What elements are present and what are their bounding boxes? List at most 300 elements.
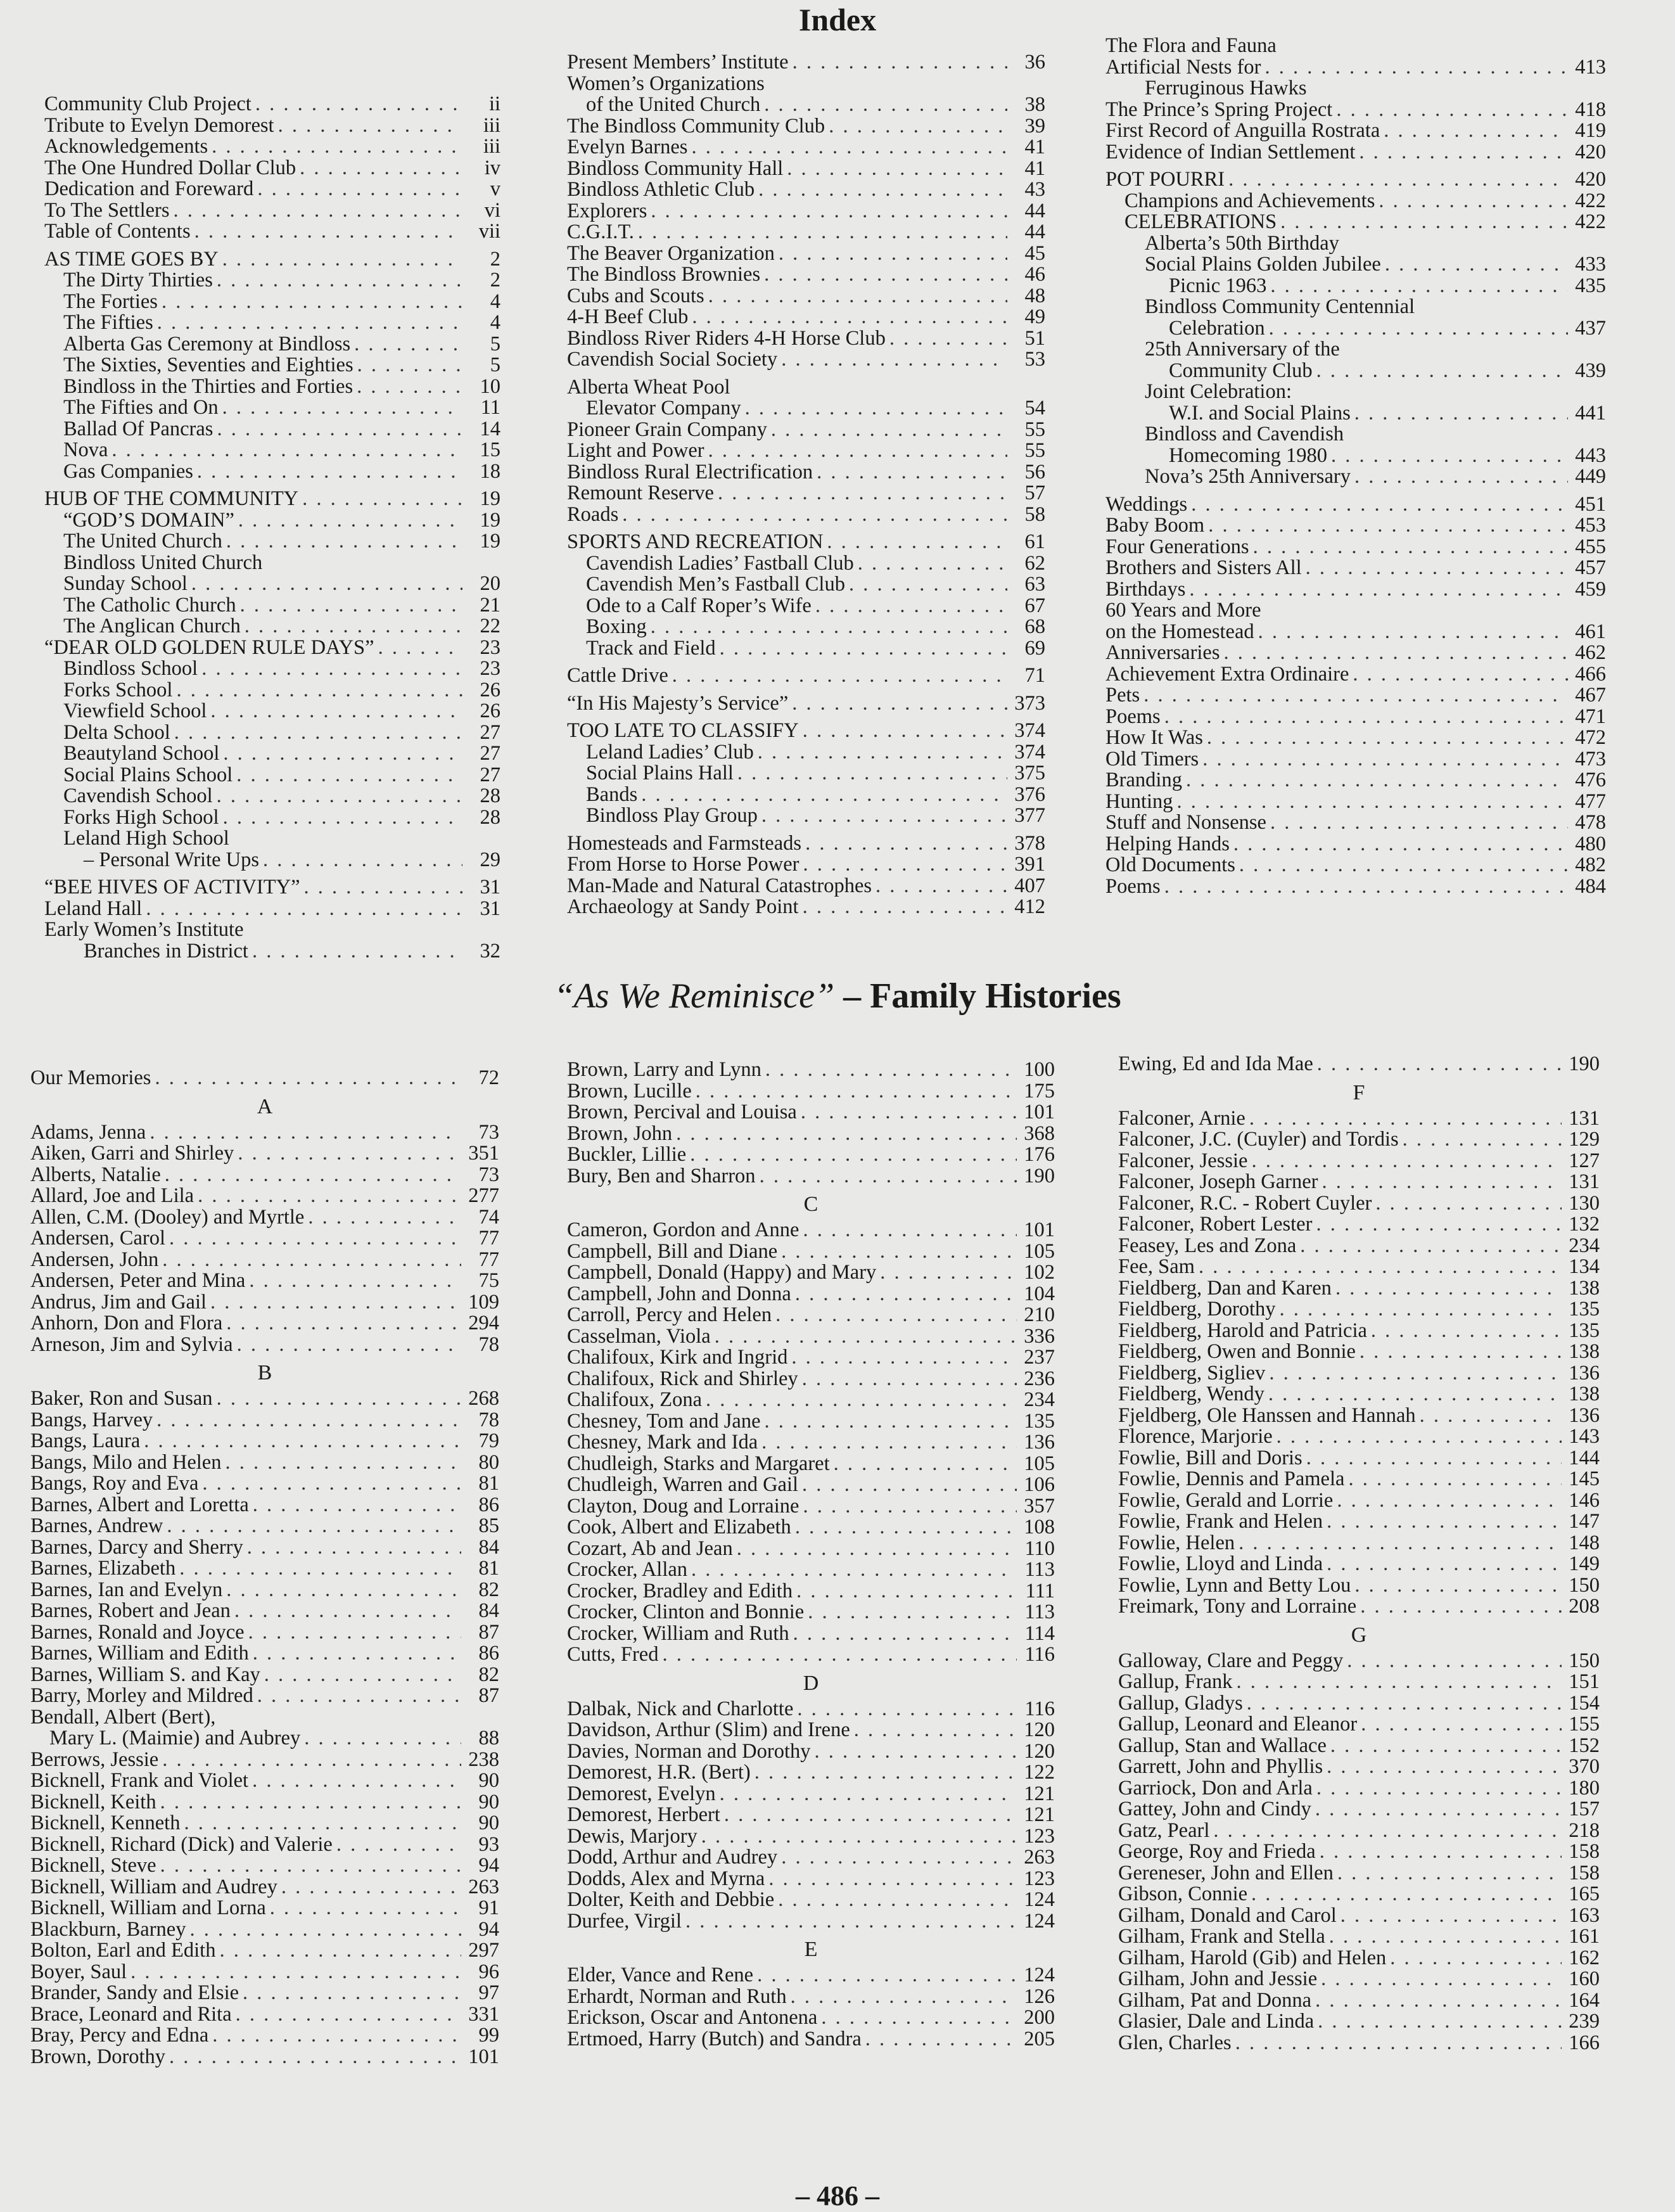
entry-page-number: 19	[480, 487, 500, 510]
index-entry	[30, 1601, 499, 1622]
entry-label: Bicknell, Frank and Violet	[30, 1769, 249, 1792]
dot-leader	[1354, 466, 1568, 488]
entry-label: From Horse to Horse Power	[567, 853, 799, 876]
entry-page-number: 82	[478, 1663, 499, 1686]
entry-label: Gallup, Frank	[1118, 1670, 1233, 1693]
index-entry	[30, 1410, 499, 1431]
entry-label: Carroll, Percy and Helen	[567, 1303, 772, 1326]
dot-leader	[758, 742, 1007, 764]
dot-leader	[672, 665, 1007, 687]
dot-leader	[212, 2025, 461, 2047]
entry-label: Birthdays	[1105, 577, 1186, 601]
index-entry	[567, 1869, 1055, 1890]
index-entry	[1105, 339, 1606, 361]
entry-page-number: 63	[1024, 573, 1045, 596]
dot-leader	[745, 398, 1007, 419]
entry-page-number: 132	[1569, 1213, 1600, 1236]
entry-page-number: 29	[480, 848, 500, 871]
entry-page-number: 477	[1575, 790, 1606, 813]
dot-leader	[765, 1411, 1017, 1433]
entry-label: Social Plains Golden Jubilee	[1145, 253, 1381, 276]
dot-leader	[252, 1770, 461, 1792]
entry-label: Fowlie, Frank and Helen	[1118, 1510, 1323, 1533]
index-entry	[44, 115, 500, 137]
entry-label: Garrett, John and Phyllis	[1118, 1755, 1323, 1778]
entry-label: Garriock, Don and Arla	[1118, 1776, 1313, 1800]
entry-label: Gallup, Leonard and Eleanor	[1118, 1713, 1358, 1736]
dot-leader	[1336, 99, 1568, 121]
entry-label: Ewing, Ed and Ida Mae	[1118, 1052, 1313, 1075]
entry-label: Barnes, Robert and Jean	[30, 1599, 231, 1622]
entry-label: Bindloss in the Thirties and Forties	[63, 374, 353, 398]
entry-page-number: 476	[1575, 769, 1606, 791]
entry-label: Falconer, Arnie	[1118, 1106, 1245, 1130]
entry-label: of the United Church	[586, 93, 761, 116]
entry-label: The Forties	[63, 290, 158, 313]
index-entry	[44, 680, 500, 701]
entry-page-number: 22	[480, 615, 500, 637]
dot-leader	[219, 1940, 461, 1962]
dot-leader	[865, 2029, 1017, 2050]
entry-label: The Prince’s Spring Project	[1105, 98, 1333, 121]
dot-leader	[264, 1665, 461, 1686]
dot-leader	[1331, 445, 1568, 467]
dot-leader	[1320, 1841, 1562, 1863]
entry-label: Nova	[63, 438, 108, 461]
entry-page-number: 90	[478, 1790, 499, 1813]
entry-page-number: 73	[478, 1120, 499, 1144]
index-entry	[567, 2007, 1055, 2029]
entry-page-number: 101	[1024, 1101, 1055, 1123]
index-entry	[567, 1965, 1055, 1986]
index-entry	[567, 222, 1045, 243]
family-column-2	[567, 1059, 1055, 2050]
entry-page-number: 2	[490, 269, 500, 291]
dot-leader	[1237, 1672, 1562, 1693]
entry-page-number: 165	[1569, 1883, 1600, 1905]
dot-leader	[174, 722, 462, 744]
dot-leader	[791, 1347, 1017, 1369]
entry-page-number: 55	[1024, 439, 1045, 462]
index-entry	[44, 376, 500, 398]
entry-page-number: 263	[468, 1875, 499, 1898]
index-column-1	[44, 94, 500, 962]
index-entry	[1105, 537, 1606, 558]
dot-leader	[1253, 537, 1568, 558]
entry-label: Brown, Lucille	[567, 1079, 692, 1103]
index-entry	[567, 805, 1045, 827]
index-entry	[567, 1347, 1055, 1369]
entry-page-number: 466	[1575, 662, 1606, 686]
entry-page-number: 101	[468, 2045, 499, 2068]
index-entry	[567, 1102, 1055, 1123]
entry-label: Glasier, Dale and Linda	[1118, 2010, 1315, 2033]
entry-page-number: iii	[483, 135, 500, 158]
dot-leader	[764, 264, 1007, 286]
entry-page-number: 91	[478, 1896, 499, 1919]
dot-leader	[815, 1741, 1017, 1763]
dot-leader	[737, 1538, 1017, 1560]
index-entry	[30, 1580, 499, 1601]
index-entry	[30, 1228, 499, 1250]
dot-leader	[300, 158, 462, 179]
index-entry	[567, 1805, 1055, 1826]
dot-leader	[1327, 1756, 1562, 1778]
entry-label: Social Plains School	[63, 763, 233, 786]
entry-page-number: 208	[1569, 1595, 1600, 1618]
entry-label: Gilham, Frank and Stella	[1118, 1925, 1325, 1948]
entry-page-number: 15	[480, 438, 500, 461]
index-entry	[1118, 1736, 1600, 1757]
dot-leader	[802, 1474, 1017, 1496]
index-entry	[30, 2047, 499, 2068]
entry-label: Falconer, J.C. (Cuyler) and Tordis	[1118, 1128, 1399, 1151]
index-entry	[567, 504, 1045, 526]
index-entry	[44, 510, 500, 532]
entry-label: Feasey, Les and Zona	[1118, 1234, 1297, 1257]
entry-label: The Fifties and On	[63, 396, 219, 419]
entry-page-number: 136	[1569, 1361, 1600, 1384]
section-letter: C	[803, 1192, 818, 1216]
index-entry	[1105, 515, 1606, 537]
entry-label: Chalifoux, Kirk and Ingrid	[567, 1346, 788, 1369]
dot-leader	[210, 1292, 461, 1314]
entry-label: Davies, Norman and Dorothy	[567, 1739, 811, 1763]
entry-page-number: 373	[1014, 691, 1045, 715]
index-entry	[567, 1369, 1055, 1390]
index-entry	[44, 221, 500, 243]
index-entry	[1118, 1554, 1600, 1575]
index-entry	[1105, 791, 1606, 813]
index-entry	[1105, 445, 1606, 467]
entry-label: Boyer, Saul	[30, 1960, 127, 1983]
index-title: Index	[798, 2, 877, 37]
entry-label: George, Roy and Frieda	[1118, 1840, 1316, 1863]
entry-label: The United Church	[63, 530, 222, 553]
entry-page-number: 77	[478, 1248, 499, 1271]
dot-leader	[1360, 1596, 1562, 1618]
index-entry	[1105, 361, 1606, 382]
index-entry	[567, 483, 1045, 504]
index-entry	[30, 1919, 499, 1941]
index-entry	[1118, 1426, 1600, 1448]
entry-page-number: 150	[1569, 1573, 1600, 1597]
entry-label: Evidence of Indian Settlement	[1105, 140, 1356, 163]
entry-label: The Catholic Church	[63, 593, 236, 617]
entry-label: Demorest, Herbert	[567, 1803, 720, 1826]
index-entry	[30, 1292, 499, 1314]
dot-leader	[169, 1228, 461, 1250]
index-entry	[30, 2004, 499, 2026]
dot-leader	[1375, 1193, 1562, 1215]
dot-leader	[880, 1262, 1017, 1284]
entry-page-number: 113	[1024, 1558, 1055, 1581]
dot-leader	[1280, 212, 1568, 233]
index-entry	[567, 1305, 1055, 1326]
entry-page-number: 69	[1024, 636, 1045, 660]
entry-label: Bolton, Earl and Edith	[30, 1939, 216, 1962]
index-entry	[567, 1581, 1055, 1602]
entry-label: “In His Majesty’s Service”	[567, 691, 789, 715]
entry-label: Community Club Project	[44, 93, 252, 115]
dot-leader	[793, 52, 1007, 74]
entry-page-number: 422	[1575, 189, 1606, 212]
index-entry	[567, 1911, 1055, 1933]
dot-leader	[249, 1270, 461, 1292]
entry-page-number: 138	[1569, 1340, 1600, 1363]
index-entry	[567, 201, 1045, 222]
entry-page-number: 18	[480, 459, 500, 483]
index-entry	[44, 701, 500, 722]
entry-label: Gatz, Pearl	[1118, 1819, 1210, 1842]
entry-label: Brown, Percival and Louisa	[567, 1101, 797, 1123]
entry-page-number: 210	[1024, 1303, 1055, 1326]
index-entry	[1105, 233, 1606, 255]
index-entry	[567, 1559, 1055, 1581]
entry-label: Brothers and Sisters All	[1105, 556, 1302, 579]
entry-page-number: 127	[1569, 1149, 1600, 1172]
entry-page-number: 45	[1024, 241, 1045, 265]
index-entry	[30, 1685, 499, 1707]
dot-leader	[779, 243, 1007, 265]
index-entry	[567, 1517, 1055, 1538]
index-entry	[1105, 120, 1606, 142]
index-entry	[30, 1537, 499, 1559]
index-entry	[1105, 685, 1606, 706]
index-entry	[1118, 1490, 1600, 1512]
dot-leader	[718, 483, 1007, 504]
entry-label: To The Settlers	[44, 198, 170, 222]
dot-leader	[795, 1517, 1017, 1538]
dot-leader	[691, 1559, 1017, 1581]
index-entry	[567, 763, 1045, 784]
entry-page-number: 78	[478, 1408, 499, 1431]
index-entry	[1118, 1256, 1600, 1278]
entry-label: Bindloss Athletic Club	[567, 178, 755, 201]
entry-label: Chesney, Mark and Ida	[567, 1431, 758, 1454]
dot-leader	[706, 1390, 1017, 1411]
entry-label: Gilham, Harold (Gib) and Helen	[1118, 1946, 1387, 1969]
index-entry	[30, 1473, 499, 1495]
dot-leader	[1268, 1384, 1562, 1405]
index-entry	[1118, 1151, 1600, 1172]
index-entry	[1118, 1948, 1600, 1969]
dot-leader	[801, 1102, 1017, 1123]
entry-label: Andersen, Carol	[30, 1227, 165, 1250]
entry-label: The Bindloss Brownies	[567, 263, 761, 286]
entry-label: How It Was	[1105, 726, 1203, 749]
entry-page-number: 110	[1024, 1537, 1055, 1560]
entry-label: Cavendish Men’s Fastball Club	[586, 573, 845, 596]
dot-leader	[701, 1826, 1017, 1848]
entry-page-number: 145	[1569, 1467, 1600, 1490]
entry-page-number: 126	[1024, 1985, 1055, 2008]
entry-label: Crocker, Clinton and Bonnie	[567, 1601, 805, 1623]
entry-label: Bendall, Albert (Bert),	[30, 1705, 216, 1729]
entry-page-number: 88	[478, 1727, 499, 1749]
index-entry	[30, 1068, 499, 1089]
index-entry	[44, 637, 500, 659]
entry-label: The Anglican Church	[63, 615, 241, 637]
entry-label: “DEAR OLD GOLDEN RULE DAYS”	[44, 636, 374, 659]
entry-page-number: 151	[1569, 1670, 1600, 1693]
dot-leader	[1224, 643, 1569, 664]
dot-leader	[821, 2007, 1017, 2029]
index-entry	[1105, 191, 1606, 212]
entry-label: Falconer, Joseph Garner	[1118, 1170, 1318, 1193]
index-entry	[30, 1813, 499, 1834]
dot-leader	[191, 573, 462, 595]
entry-label: Andersen, John	[30, 1248, 159, 1271]
entry-label: Tribute to Evelyn Demorest	[44, 113, 274, 137]
dot-leader	[167, 1516, 461, 1537]
entry-label: Early Women’s Institute	[44, 918, 244, 941]
entry-label: Andrus, Jim and Gail	[30, 1290, 207, 1314]
index-entry	[567, 179, 1045, 201]
entry-label: Gattey, John and Cindy	[1118, 1798, 1311, 1820]
index-entry	[567, 158, 1045, 180]
index-entry	[567, 1284, 1055, 1305]
entry-label: Fowlie, Lynn and Betty Lou	[1118, 1573, 1351, 1597]
index-entry	[44, 440, 500, 461]
entry-page-number: 419	[1575, 119, 1606, 142]
entry-page-number: 74	[478, 1205, 499, 1229]
entry-label: Brown, Dorothy	[30, 2045, 166, 2068]
dot-leader	[1177, 791, 1568, 813]
dot-leader	[1318, 2011, 1562, 2033]
entry-page-number: 449	[1575, 465, 1606, 488]
dot-leader	[803, 854, 1007, 876]
index-entry	[1118, 1905, 1600, 1927]
entry-label: Bindloss United Church	[63, 551, 263, 574]
entry-page-number: 23	[480, 657, 500, 680]
entry-label: 4-H Beef Club	[567, 305, 689, 328]
entry-label: Bicknell, Steve	[30, 1854, 156, 1877]
dot-leader	[1384, 120, 1568, 142]
entry-page-number: 238	[468, 1748, 499, 1771]
entry-page-number: 455	[1575, 535, 1606, 558]
index-entry	[567, 1390, 1055, 1411]
dot-leader	[778, 1889, 1017, 1911]
entry-page-number: 28	[480, 784, 500, 807]
index-entry	[567, 398, 1045, 419]
index-entry	[30, 1855, 499, 1877]
dot-leader	[724, 1805, 1017, 1826]
dot-leader	[1300, 1236, 1562, 1257]
dot-leader	[378, 637, 462, 659]
index-entry	[44, 136, 500, 158]
entry-label: Old Documents	[1105, 853, 1235, 876]
dot-leader	[781, 349, 1007, 371]
entry-page-number: 11	[480, 396, 500, 419]
entry-label: Dodds, Alex and Myrna	[567, 1867, 765, 1890]
index-entry	[1105, 855, 1606, 876]
entry-label: SPORTS AND RECREATION	[567, 530, 824, 553]
dot-leader	[1239, 855, 1568, 876]
entry-label: Branding	[1105, 769, 1182, 791]
dot-leader	[184, 1813, 461, 1834]
entry-label: Evelyn Barnes	[567, 136, 688, 158]
dot-leader	[1321, 1969, 1562, 1990]
entry-page-number: 120	[1024, 1718, 1055, 1741]
entry-page-number: 100	[1024, 1058, 1055, 1081]
entry-page-number: 58	[1024, 502, 1045, 526]
dot-leader	[1247, 1693, 1562, 1715]
dot-leader	[162, 1749, 461, 1771]
entry-page-number: 4	[490, 290, 500, 313]
entry-label: Buckler, Lillie	[567, 1143, 687, 1166]
entry-page-number: 378	[1014, 831, 1045, 855]
index-entry	[1105, 99, 1606, 121]
index-entry	[1105, 558, 1606, 579]
entry-label: Women’s Organizations	[567, 72, 765, 95]
entry-label: Alberta’s 50th Birthday	[1145, 231, 1339, 255]
entry-page-number: 457	[1575, 556, 1606, 579]
index-entry	[1105, 770, 1606, 791]
dot-leader	[1269, 318, 1568, 340]
entry-page-number: 14	[480, 417, 500, 440]
entry-label: Light and Power	[567, 439, 704, 462]
index-entry	[567, 1454, 1055, 1475]
dot-leader	[150, 1122, 461, 1144]
entry-label: Campbell, Donald (Happy) and Mary	[567, 1261, 877, 1284]
dot-leader	[1316, 361, 1568, 382]
index-entry	[30, 1770, 499, 1792]
entry-label: Picnic 1963	[1169, 274, 1267, 297]
entry-label: AS TIME GOES BY	[44, 247, 219, 271]
index-entry	[1118, 1129, 1600, 1151]
dot-leader	[622, 504, 1007, 526]
index-entry	[30, 1728, 499, 1749]
entry-page-number: 111	[1025, 1579, 1055, 1602]
index-entry	[30, 2025, 499, 2047]
entry-page-number: 49	[1024, 305, 1045, 328]
dot-leader	[641, 784, 1007, 806]
entry-page-number: 36	[1024, 51, 1045, 74]
dot-leader	[243, 1983, 461, 2004]
index-entry	[30, 1388, 499, 1410]
index-entry	[567, 52, 1045, 74]
entry-page-number: 218	[1569, 1819, 1600, 1842]
index-entry	[44, 355, 500, 376]
entry-label: Chudleigh, Starks and Margaret	[567, 1452, 830, 1475]
entry-label: Bangs, Roy and Eva	[30, 1472, 199, 1495]
dot-leader	[144, 1431, 461, 1452]
entry-label: Allen, C.M. (Dooley) and Myrtle	[30, 1205, 305, 1229]
index-entry	[30, 1250, 499, 1271]
dot-leader	[1359, 142, 1568, 163]
entry-label: “GOD’S DOMAIN”	[63, 508, 234, 532]
index-entry	[30, 1165, 499, 1186]
dot-leader	[1251, 1884, 1562, 1905]
entry-label: Cameron, Gordon and Anne	[567, 1218, 799, 1241]
entry-label: Berrows, Jessie	[30, 1748, 159, 1771]
dot-leader	[1186, 770, 1568, 791]
entry-page-number: 87	[478, 1684, 499, 1707]
index-entry	[30, 1313, 499, 1334]
index-entry	[567, 1326, 1055, 1348]
index-entry	[567, 1411, 1055, 1433]
entry-page-number: 109	[468, 1290, 499, 1314]
entry-page-number: 116	[1024, 1643, 1055, 1666]
entry-page-number: 31	[480, 897, 500, 920]
entry-label: Chesney, Tom and Jane	[567, 1409, 761, 1433]
dot-leader	[685, 1911, 1017, 1933]
entry-page-number: 297	[468, 1939, 499, 1962]
entry-page-number: 473	[1575, 747, 1606, 770]
entry-label: Galloway, Clare and Peggy	[1118, 1649, 1344, 1672]
entry-page-number: 84	[478, 1535, 499, 1559]
